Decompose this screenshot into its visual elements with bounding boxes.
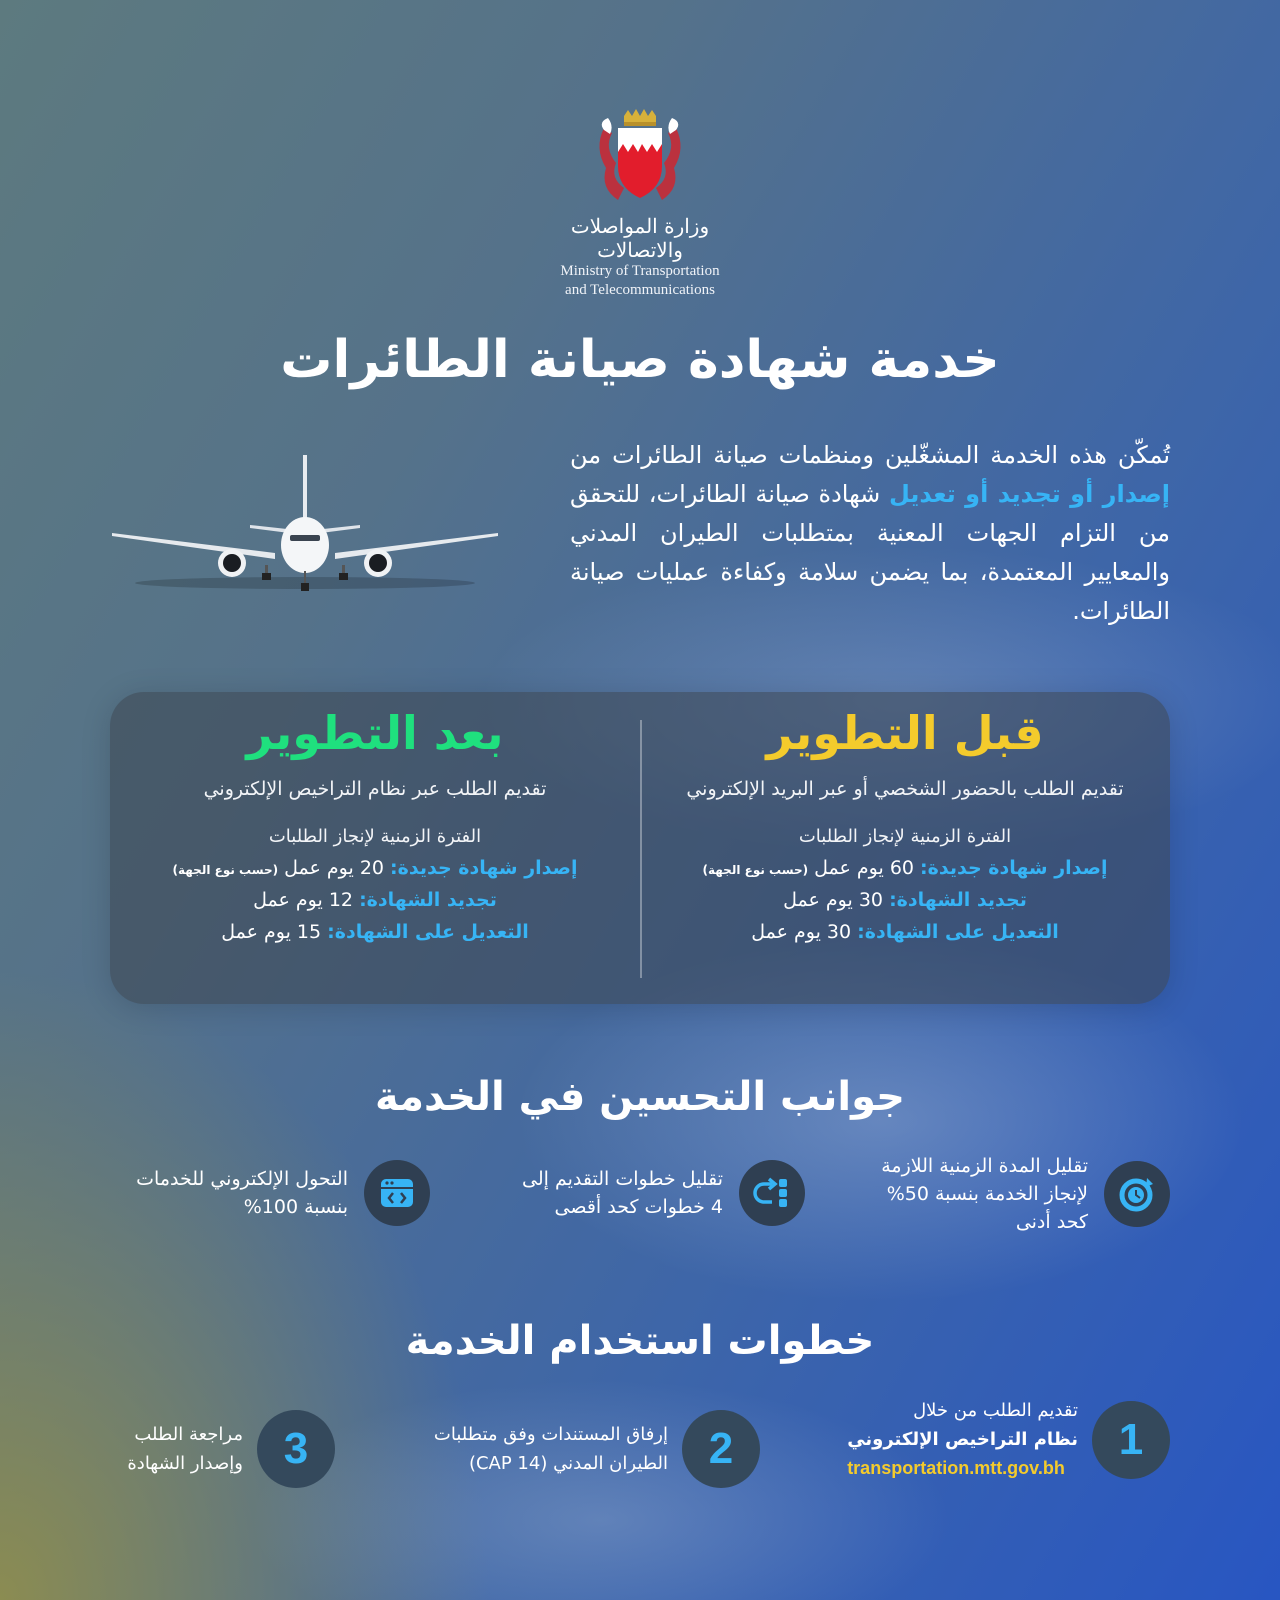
step-text [847, 1396, 1078, 1483]
step-line: تقديم الطلب من خلال [913, 1400, 1078, 1421]
step-line-bold: نظام التراخيص الإلكتروني [847, 1429, 1078, 1450]
improvement-line: بنسبة 100% [243, 1196, 348, 1218]
browser-code-icon [364, 1160, 430, 1226]
before-period-label: الفترة الزمنية لإنجاز الطلبات [798, 826, 1012, 847]
step-number: 3 [257, 1410, 335, 1488]
improvement-item-digital [136, 1160, 430, 1226]
before-row-amendment [640, 921, 1170, 943]
page-title: خدمة شهادة صيانة الطائرات [280, 330, 1000, 390]
improvement-line: 4 خطوات كحد أقصى [554, 1196, 723, 1218]
row-value: 20 يوم عمل [284, 857, 384, 879]
improvement-item-steps [522, 1160, 805, 1226]
improvement-line: تقليل المدة الزمنية اللازمة [881, 1155, 1088, 1177]
row-label: تجديد الشهادة: [359, 889, 497, 911]
row-label: إصدار شهادة جديدة: [390, 857, 578, 879]
intro-highlight: إصدار أو تجديد أو تعديل [888, 480, 1170, 508]
ministry-name-arabic: وزارة المواصلات والاتصالات [570, 214, 710, 262]
step-text [127, 1420, 243, 1478]
step-1 [847, 1396, 1170, 1483]
row-label: تجديد الشهادة: [889, 889, 1027, 911]
intro-paragraph [570, 436, 1170, 631]
step-text [434, 1420, 668, 1478]
improvement-item-time [881, 1152, 1170, 1236]
step-line: وإصدار الشهادة [127, 1453, 243, 1474]
improvement-line: كحد أدنى [1015, 1211, 1088, 1233]
after-development-column [110, 692, 640, 1004]
airplane-illustration [110, 455, 500, 615]
before-title: قبل التطوير [766, 706, 1044, 760]
improvement-line: التحول الإلكتروني للخدمات [136, 1168, 348, 1190]
ministry-name-english-line2: and Telecommunications [565, 282, 715, 298]
step-line: مراجعة الطلب [134, 1424, 243, 1445]
step-number: 1 [1092, 1401, 1170, 1479]
row-value: 30 يوم عمل [783, 889, 884, 911]
after-submission-method: تقديم الطلب عبر نظام التراخيص الإلكتروني [203, 778, 547, 800]
improvement-line: لإنجاز الخدمة بنسبة 50% [886, 1183, 1088, 1205]
step-number: 2 [682, 1410, 760, 1488]
licensing-portal-link[interactable]: transportation.mtt.gov.bh [847, 1458, 1065, 1478]
before-after-comparison-card [110, 692, 1170, 1004]
intro-text-part2: شهادة صيانة الطائرات، للتحقق من التزام الجهات المعنية بمتطلبات الطيران المدني والمعايير المعتمدة، بما يضمن سلامة وكفاءة عمليات صيانة الطائرات. [570, 480, 1170, 625]
step-2 [434, 1410, 760, 1488]
after-row-renewal [110, 889, 640, 911]
before-row-renewal [640, 889, 1170, 911]
improvements-section-title: جوانب التحسين في الخدمة [374, 1074, 906, 1120]
ministry-name-english-line1: Ministry of Transportation [560, 263, 720, 279]
improvement-text [136, 1165, 348, 1221]
after-row-new-certificate [110, 857, 640, 879]
row-note: (حسب نوع الجهة) [172, 863, 279, 877]
clock-refresh-icon [1104, 1161, 1170, 1227]
before-development-column [640, 692, 1170, 1004]
row-label: التعديل على الشهادة: [857, 921, 1059, 943]
step-line: إرفاق المستندات وفق متطلبات [433, 1424, 668, 1445]
row-label: إصدار شهادة جديدة: [920, 857, 1108, 879]
row-value: 15 يوم عمل [221, 921, 322, 943]
step-3 [127, 1410, 335, 1488]
improvement-line: تقليل خطوات التقديم إلى [522, 1168, 723, 1190]
row-value: 60 يوم عمل [814, 857, 914, 879]
steps-reduce-icon [739, 1160, 805, 1226]
bahrain-coat-of-arms-icon [594, 108, 686, 208]
steps-section-title: خطوات استخدام الخدمة [405, 1318, 875, 1364]
row-value: 12 يوم عمل [253, 889, 354, 911]
row-note: (حسب نوع الجهة) [702, 863, 809, 877]
ministry-logo [540, 108, 740, 300]
after-period-label: الفترة الزمنية لإنجاز الطلبات [268, 826, 482, 847]
step-line: الطيران المدني (CAP 14) [468, 1453, 668, 1474]
after-row-amendment [110, 921, 640, 943]
improvement-text [881, 1152, 1088, 1236]
after-title: بعد التطوير [246, 706, 504, 760]
row-label: التعديل على الشهادة: [327, 921, 529, 943]
row-value: 30 يوم عمل [751, 921, 852, 943]
before-submission-method: تقديم الطلب بالحضور الشخصي أو عبر البريد الإلكتروني [686, 778, 1124, 800]
before-row-new-certificate [640, 857, 1170, 879]
improvement-text [522, 1165, 723, 1221]
intro-text-part1: تُمكّن هذه الخدمة المشغّلين ومنظمات صيانة الطائرات من [570, 441, 1170, 469]
